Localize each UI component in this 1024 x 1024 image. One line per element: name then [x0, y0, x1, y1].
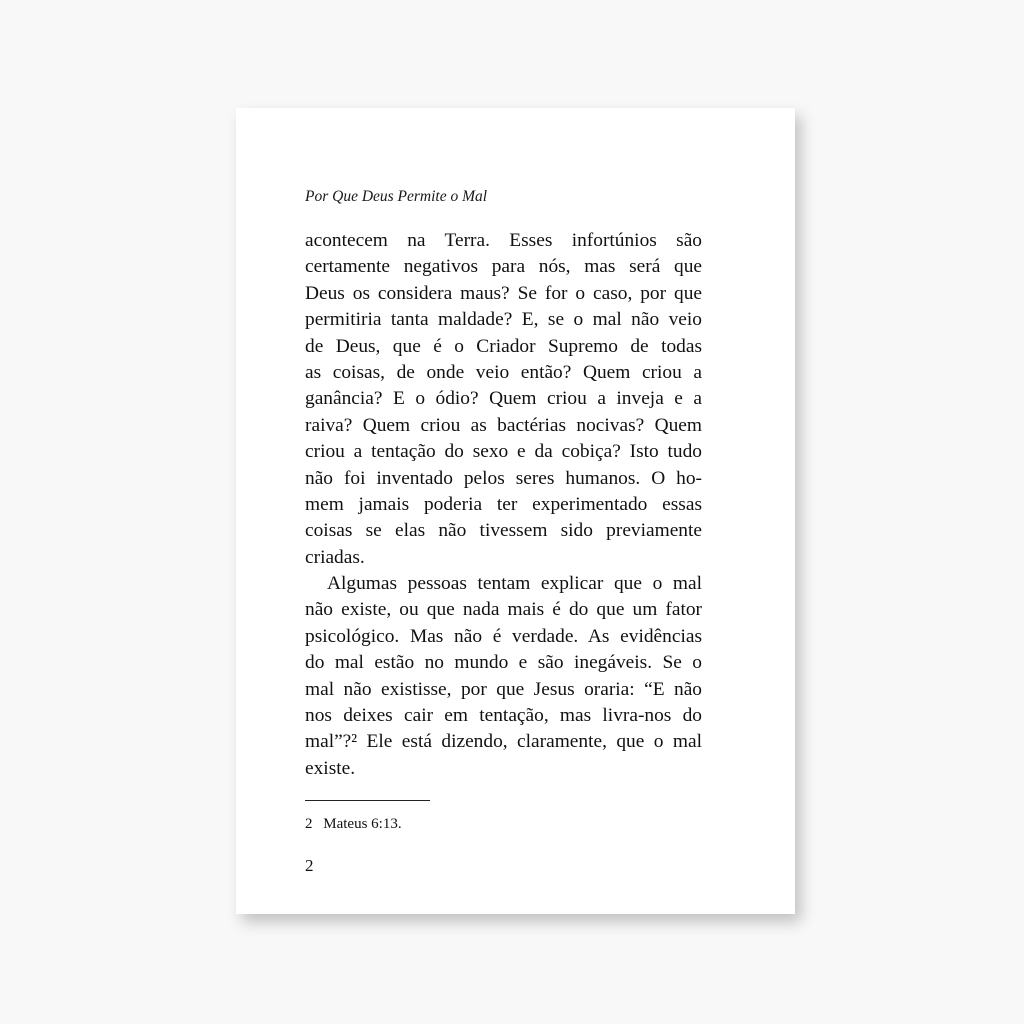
footnote-text: Mateus 6:13.	[323, 816, 402, 832]
text-line: mal”?² Ele está dizendo, claramente, que o mal	[305, 731, 702, 753]
text-line: acontecem na Terra. Esses infortúnios são	[305, 230, 702, 251]
text-line: mem jamais poderia ter experimentado essas	[305, 493, 702, 515]
text-line: nos deixes cair em tentação, mas livra-nos do	[305, 705, 702, 727]
text-line: ganância? E o ódio? Quem criou a inveja e a	[305, 388, 702, 410]
book-page	[236, 108, 795, 914]
text-line: Deus os considera maus? Se for o caso, por que	[305, 282, 702, 304]
footnote-number: 2	[305, 816, 313, 832]
text-line: criou a tentação do sexo e da cobiça? Isto tudo	[305, 441, 702, 463]
text-line: não foi inventado pelos seres humanos. O ho-	[305, 467, 702, 489]
footnote-divider	[305, 800, 430, 801]
text-line: coisas se elas não tivessem sido previamente	[305, 520, 702, 542]
running-head: Por Que Deus Permite o Mal	[305, 188, 488, 205]
text-line: certamente negativos para nós, mas será que	[305, 256, 702, 278]
footnote	[305, 816, 402, 833]
page-number: 2	[305, 856, 314, 875]
text-line: do mal estão no mundo e são inegáveis. Se o	[305, 652, 702, 674]
body-text	[305, 228, 702, 782]
text-line: as coisas, de onde veio então? Quem criou a	[305, 361, 702, 383]
text-line: não existe, ou que nada mais é do que um fator	[305, 599, 702, 621]
text-line: psicológico. Mas não é verdade. As evidências	[305, 625, 702, 647]
paragraph-1	[305, 228, 702, 571]
text-line: raiva? Quem criou as bactérias nocivas? Quem	[305, 414, 702, 436]
text-line: existe.	[305, 757, 356, 779]
text-line: mal não existisse, por que Jesus oraria: “E não	[305, 678, 702, 700]
text-line: de Deus, que é o Criador Supremo de todas	[305, 335, 702, 357]
paragraph-2	[305, 571, 702, 782]
text-line: permitiria tanta maldade? E, se o mal não veio	[305, 309, 702, 331]
text-line: Algumas pessoas tentam explicar que o mal	[327, 573, 702, 595]
text-line: criadas.	[305, 546, 365, 568]
